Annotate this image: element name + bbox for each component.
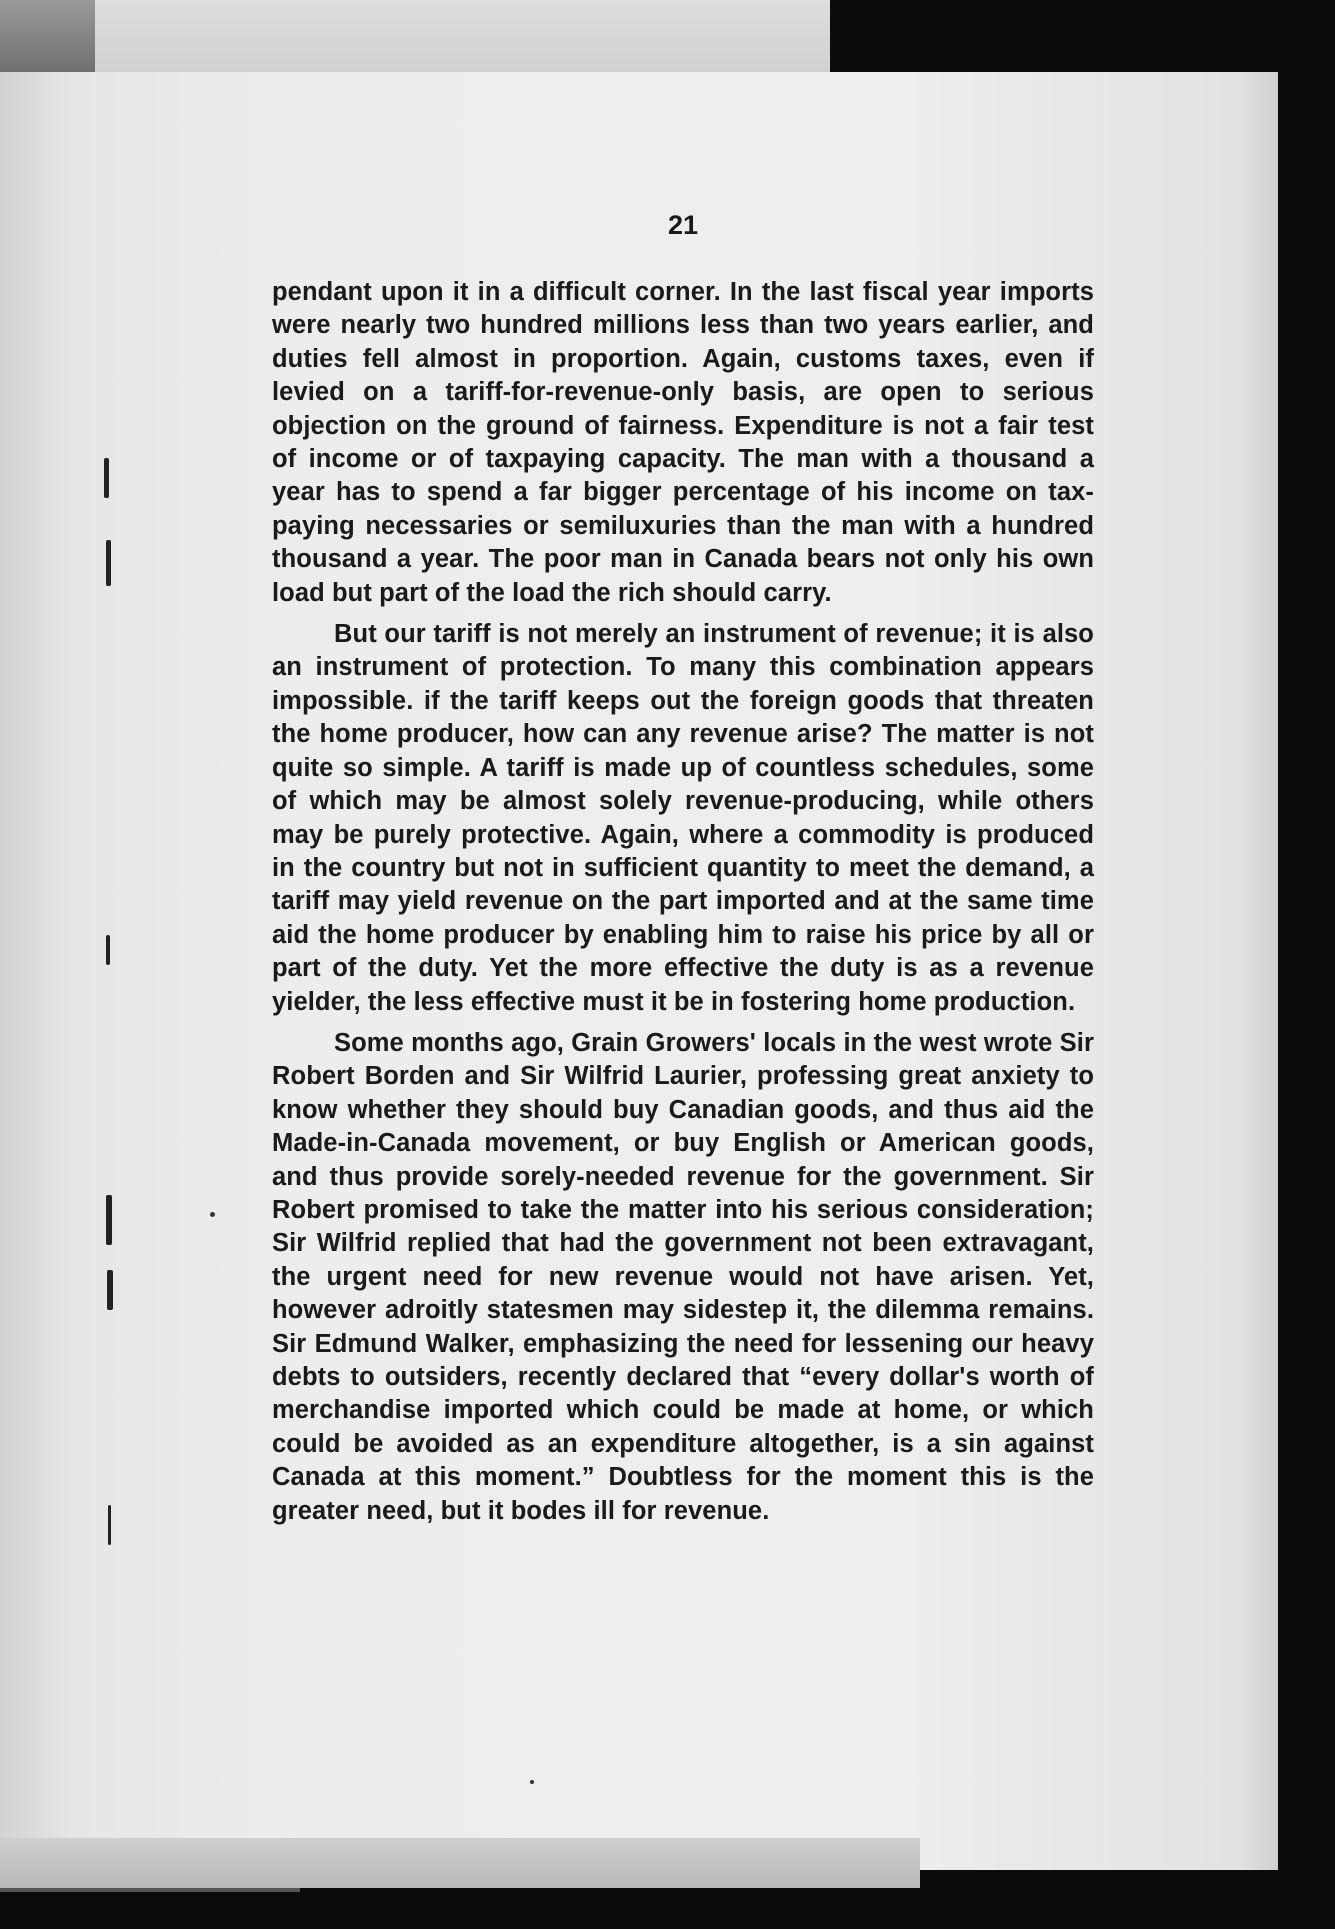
top-tab-shadow — [0, 0, 95, 82]
speck — [530, 1780, 534, 1784]
gutter-mark — [106, 935, 110, 965]
gutter-mark — [106, 540, 111, 586]
gutter-mark — [108, 1505, 111, 1545]
gutter-mark — [106, 1195, 112, 1245]
paragraph: But our tariff is not merely an instrument of revenue; it is also an instrument of protection. To many this combination appears impossible. if the tariff keeps out the foreign goods that threaten the home producer, how can any revenue arise? The matter is not quite so simple. A tariff is made up of countless schedules, some of which may be almost solely revenue-producing, while others may be purely protective. Again, where a commodity is produced in the country but not in sufficient quantity to meet the demand, a tariff may yield revenue on the part imported and at the same time aid the home producer by enabling him to raise his price by all or part of the duty. Yet the more effective the duty is as a revenue yielder, the less effective must it be in fostering home production. — [272, 620, 1094, 1016]
paragraph: pendant upon it in a difficult corner. In the last fiscal year imports were nearly two hundred millions less than two years earlier, and duties fell almost in proportion. Again, customs taxes, even if levied on a tariff-for-revenue-only basis, are open to serious objection on the ground of fairness. Expenditure is not a fair test of income or of taxpaying capacity. The man with a thousand a year has to spend a far bigger percentage of his income on tax-paying necessaries or semiluxuries than the man with a hundred thousand a year. The poor man in Canada bears not only his own load but part of the load the rich should carry. — [272, 278, 1094, 607]
page-number: 21 — [667, 210, 699, 240]
gutter-mark — [107, 1270, 113, 1310]
paragraph: Some months ago, Grain Growers' locals in the west wrote Sir Robert Borden and Sir Wilfrid Laurier, professing great anxiety to know whether they should buy Canadian goods, and thus aid the Made-in-Canada movement, or buy English or American goods, and thus provide sorely-needed revenue for the government. Sir Robert promised to take the matter into his serious consideration; Sir Wilfrid replied that had the government not been extravagant, the urgent need for new revenue would not have arisen. Yet, however adroitly statesmen may sidestep it, the dilemma remains. Sir Edmund Walker, emphasizing the need for lessening our heavy debts to outsiders, recently declared that “every dollar's worth of merchandise imported which could be made at home, or which could be avoided as an expenditure altogether, is a sin against Canada at this moment.” Doubtless for the moment this is the greater need, but it bodes ill for revenue. — [272, 1028, 1094, 1525]
bottom-page-strip — [0, 1838, 920, 1888]
speck — [210, 1212, 215, 1217]
gutter-mark — [104, 458, 109, 498]
page-text — [272, 210, 1094, 1528]
